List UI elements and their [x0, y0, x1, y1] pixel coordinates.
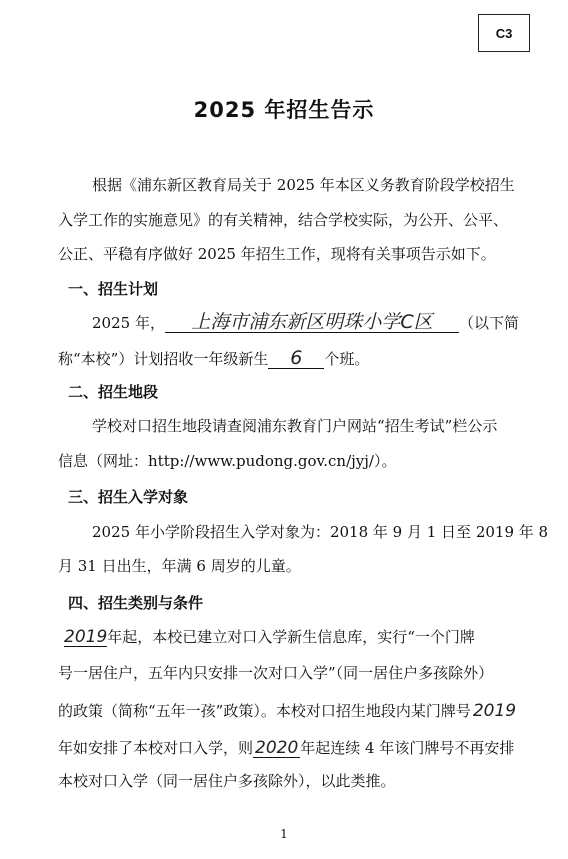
page-number: 1: [280, 827, 288, 841]
class-count-handwritten: 6: [268, 348, 324, 369]
page-id-box: C3: [478, 14, 530, 52]
section-4-line-1: [64, 628, 475, 647]
page-title: 2025 年招生告示: [193, 98, 375, 122]
intro-line-1: 根据《浦东新区教育局关于 2025 年本区义务教育阶段学校招生: [92, 176, 515, 194]
section-4-line-4-prefix: 年如安排了本校对口入学，则: [58, 739, 254, 757]
section-4-line-5: 本校对口入学（同一居住户多孩除外），以此类推。: [58, 772, 396, 790]
section-2-heading: 二、招生地段: [68, 383, 159, 401]
section-1-line-2-prefix: 称“本校”）计划招收一年级新生: [58, 350, 269, 368]
section-4-line-3: [58, 702, 516, 720]
section-2-line-1: 学校对口招生地段请查阅浦东教育门户网站“招生考试”栏公示: [92, 417, 498, 435]
section-1-heading: 一、招生计划: [68, 280, 159, 298]
intro-line-2: 入学工作的实施意见》的有关精神，结合学校实际，为公开、公平、: [58, 211, 509, 229]
section-4-line-2: 号一居住户，五年内只安排一次对口入学”（同一居住户多孩除外）: [58, 664, 494, 682]
section-2-line-2: 信息（网址：http://www.pudong.gov.cn/jyj/）。: [58, 452, 397, 470]
section-1-line-2-suffix: 个班。: [324, 350, 370, 368]
intro-line-3: 公正、平稳有序做好 2025 年招生工作，现将有关事项告示如下。: [58, 245, 496, 263]
section-3-line-2: 月 31 日出生，年满 6 周岁的儿童。: [58, 557, 301, 575]
restrict-year-handwritten: 2020: [255, 738, 299, 758]
section-1-line-1-suffix: （以下简: [458, 314, 519, 332]
section-3-line-1: 2025 年小学阶段招生入学对象为：2018 年 9 月 1 日至 2019 年 8: [92, 523, 549, 541]
section-4-line-4-suffix: 年起连续 4 年该门牌号不再安排: [300, 739, 515, 757]
school-name-handwritten: 上海市浦东新区明珠小学C区: [165, 312, 459, 333]
section-1-line-2: [58, 348, 369, 369]
section-4-line-3-prefix: 的政策（简称“五年一孩”政策）。本校对口招生地段内某门牌号: [58, 702, 471, 720]
section-3-heading: 三、招生入学对象: [68, 488, 189, 506]
section-4-line-1-suffix: 年起，本校已建立对口入学新生信息库，实行“一个门牌: [107, 628, 475, 646]
section-1-line-1: [92, 312, 519, 333]
section-4-heading: 四、招生类别与条件: [68, 594, 204, 612]
start-year-handwritten: 2019: [64, 627, 108, 647]
section-1-line-1-prefix: 2025 年，: [92, 314, 165, 332]
arranged-year-handwritten: 2019: [472, 701, 517, 721]
section-4-line-4: [58, 739, 514, 758]
